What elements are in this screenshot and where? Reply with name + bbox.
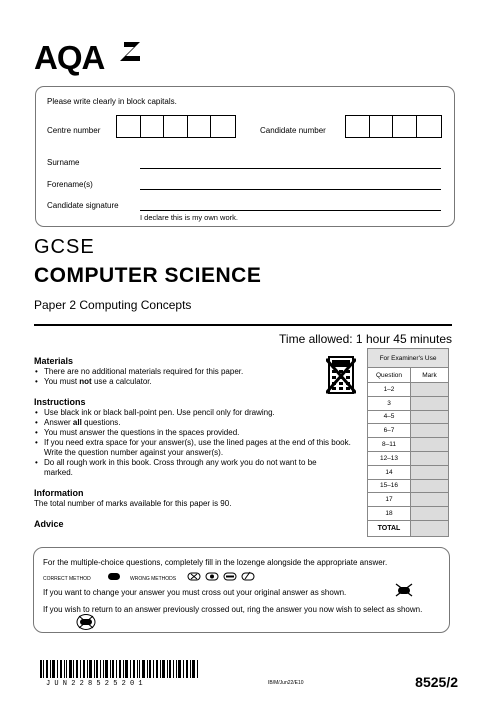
list-item: • Do all rough work in this book. Cross through any work you do not want to be marked.	[34, 458, 334, 478]
table-row: 18	[368, 507, 449, 521]
advice-heading: Advice	[34, 519, 64, 529]
crossed-lozenge-icon	[395, 583, 413, 597]
instructions-heading: Instructions	[34, 397, 86, 407]
candidate-details-box	[35, 86, 455, 227]
list-item: • There are no additional materials required for this paper.	[34, 367, 364, 377]
total-mark-cell[interactable]	[411, 520, 449, 536]
declaration-text: I declare this is my own work.	[140, 213, 238, 222]
logo-mark-icon	[119, 40, 141, 62]
table-row: 12–13	[368, 451, 449, 465]
examiner-table-title: For Examiner's Use	[368, 349, 449, 368]
signature-label: Candidate signature	[47, 201, 119, 210]
advice-line-2: If you want to change your answer you must cross out your original answer as shown.	[43, 588, 347, 597]
materials-heading: Materials	[34, 356, 74, 366]
instructions-list	[34, 408, 364, 478]
aqa-logo	[34, 40, 142, 76]
question-col-header: Question	[368, 368, 411, 383]
table-row: 8–11	[368, 438, 449, 452]
table-row: 3	[368, 396, 449, 410]
paper-title: Paper 2 Computing Concepts	[34, 298, 192, 312]
list-item: • Answer all questions.	[34, 418, 364, 428]
table-row: 4–5	[368, 410, 449, 424]
title-divider	[34, 324, 452, 326]
ringed-lozenge-icon	[76, 613, 96, 631]
surname-field[interactable]	[140, 168, 441, 169]
mark-cell[interactable]	[411, 465, 449, 479]
table-row: 15–16	[368, 479, 449, 493]
time-allowed: Time allowed: 1 hour 45 minutes	[279, 332, 452, 346]
information-heading: Information	[34, 488, 84, 498]
table-row: 1–2	[368, 383, 449, 397]
mark-cell[interactable]	[411, 438, 449, 452]
table-row	[368, 520, 449, 536]
examiner-use-table	[367, 348, 449, 537]
mark-cell[interactable]	[411, 451, 449, 465]
barcode-icon	[40, 660, 200, 678]
information-text: The total number of marks available for this paper is 90.	[34, 499, 232, 508]
surname-label: Surname	[47, 158, 80, 167]
list-item: • If you need extra space for your answer(s), use the lined pages at the end of this book. Write the question number against your answer(s).	[34, 438, 364, 458]
mark-cell[interactable]	[411, 396, 449, 410]
paper-code: 8525/2	[415, 674, 458, 690]
forenames-label: Forename(s)	[47, 180, 93, 189]
table-row: 17	[368, 493, 449, 507]
advice-line-1: For the multiple-choice questions, completely fill in the lozenge alongside the appropriate answer.	[43, 558, 388, 567]
mark-cell[interactable]	[411, 493, 449, 507]
mark-col-header: Mark	[411, 368, 449, 383]
mark-cell[interactable]	[411, 424, 449, 438]
centre-number-label: Centre number	[47, 126, 101, 135]
materials-list	[34, 367, 364, 387]
qualification-title: GCSE	[34, 236, 95, 258]
correct-method-label: CORRECT METHOD	[43, 576, 91, 582]
barcode-text: JUN228525201	[46, 680, 147, 688]
document-ref: IB/M/Jun22/E10	[268, 680, 304, 686]
mark-cell[interactable]	[411, 479, 449, 493]
subject-title: COMPUTER SCIENCE	[34, 264, 262, 287]
mark-cell[interactable]	[411, 410, 449, 424]
candidate-number-field[interactable]	[345, 115, 442, 138]
wrong-methods-lozenges-icon	[186, 571, 262, 582]
list-item: • Use black ink or black ball-point pen. Use pencil only for drawing.	[34, 408, 364, 418]
table-row: 6–7	[368, 424, 449, 438]
capitals-note: Please write clearly in block capitals.	[47, 97, 177, 106]
table-row: 14	[368, 465, 449, 479]
filled-lozenge-icon	[108, 573, 120, 580]
list-item: • You must answer the questions in the spaces provided.	[34, 428, 364, 438]
instructions-column	[34, 356, 364, 530]
wrong-methods-label: WRONG METHODS	[130, 576, 177, 582]
candidate-number-label: Candidate number	[260, 126, 326, 135]
advice-box	[33, 547, 450, 633]
advice-line-3: If you wish to return to an answer previously crossed out, ring the answer you now wish to select as shown.	[43, 605, 423, 614]
mark-cell[interactable]	[411, 383, 449, 397]
logo-text: AQA	[34, 39, 105, 76]
forenames-field[interactable]	[140, 189, 441, 190]
signature-field[interactable]	[140, 210, 441, 211]
total-label: TOTAL	[368, 520, 411, 536]
list-item: • You must not use a calculator.	[34, 377, 364, 387]
centre-number-field[interactable]	[116, 115, 236, 138]
mark-cell[interactable]	[411, 507, 449, 521]
